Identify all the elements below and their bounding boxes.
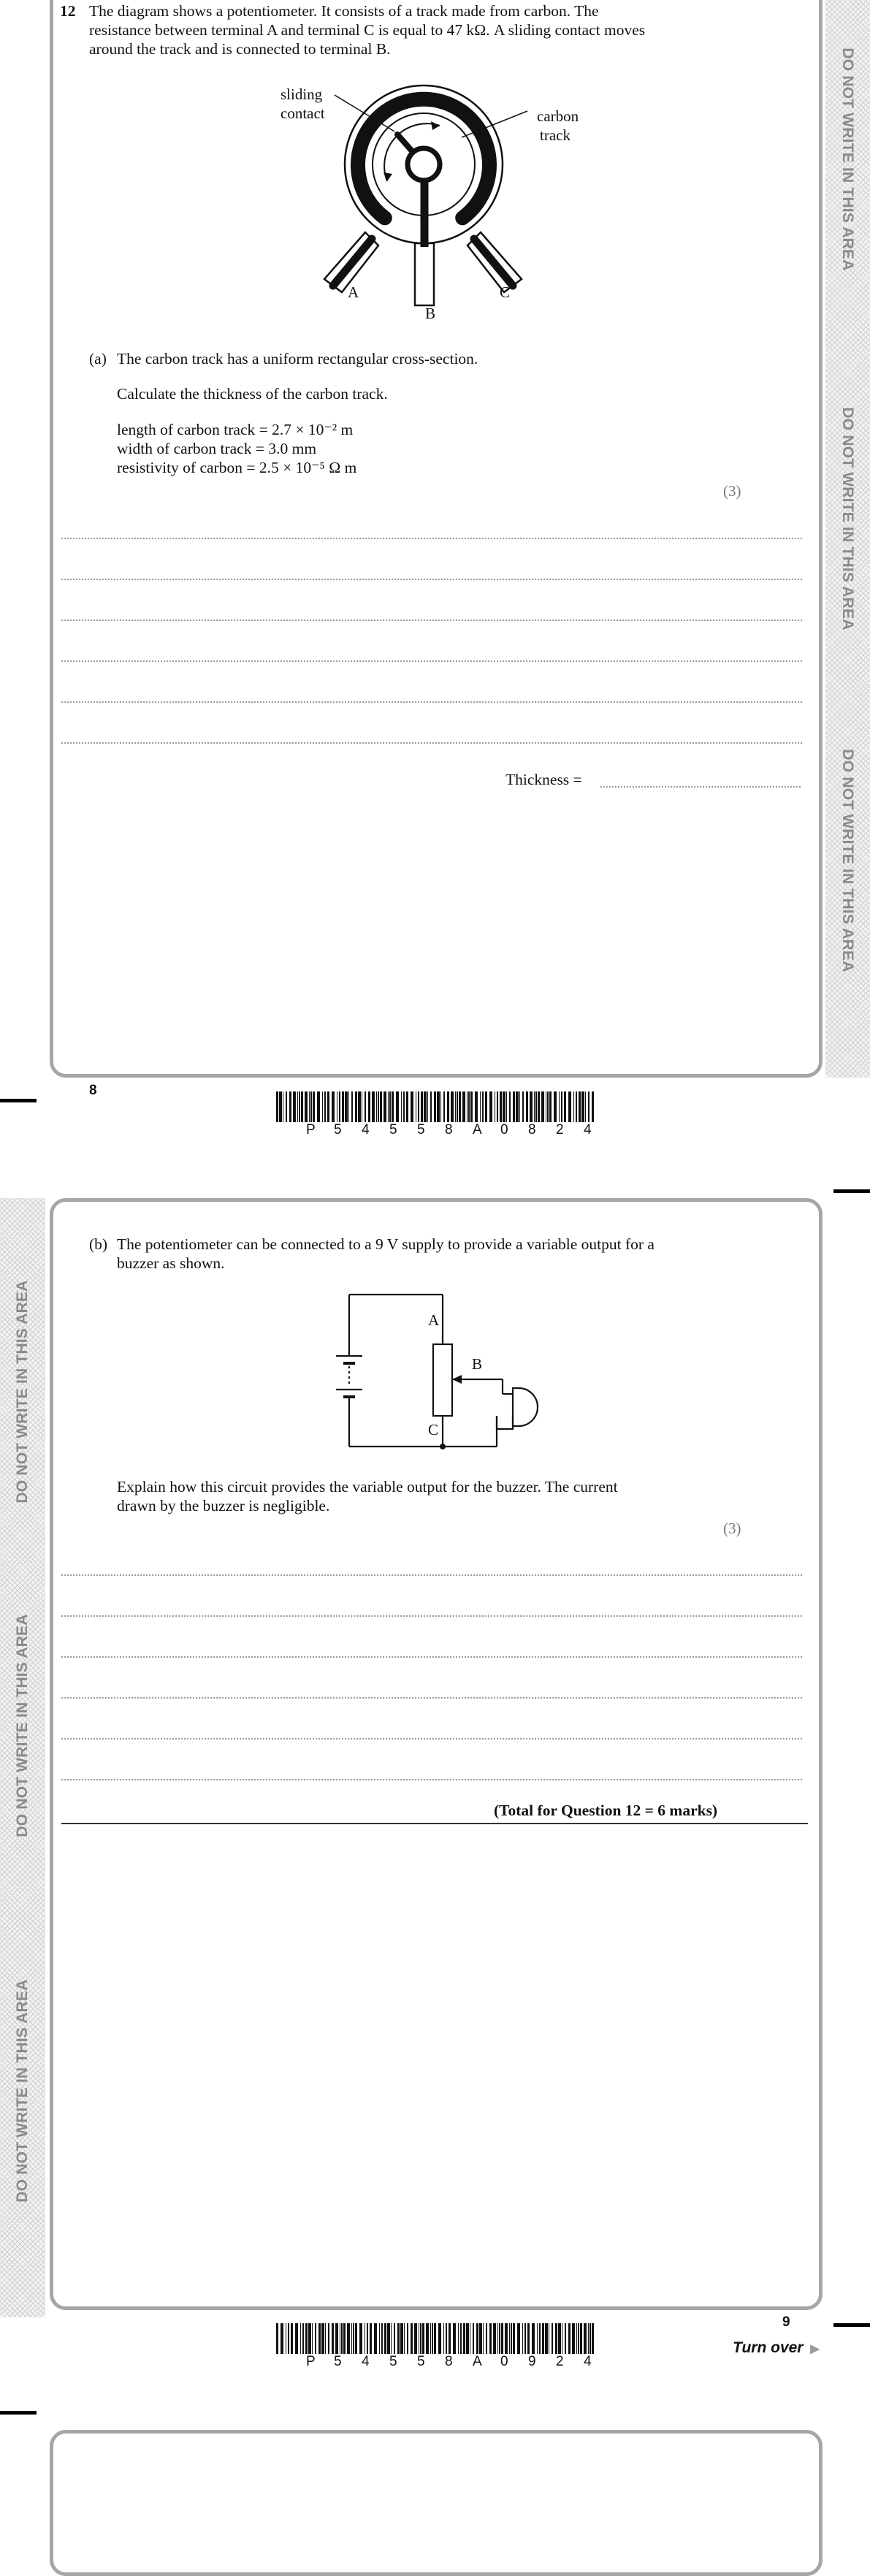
barcode-digits (306, 2354, 611, 2370)
barcode-bar (432, 2323, 433, 2354)
barcode-bar (453, 2323, 456, 2354)
barcode-bar (367, 2323, 368, 2354)
barcode-bar (592, 1091, 594, 1122)
barcode-bar (493, 2323, 496, 2354)
terminal-c-label: C (500, 283, 511, 301)
turn-over-label[interactable] (733, 2339, 820, 2357)
barcode-bar (308, 2323, 311, 2354)
barcode-bar (355, 1091, 357, 1122)
barcode-bar (406, 1091, 408, 1122)
answer-line[interactable] (61, 620, 802, 621)
barcode-bar (288, 2323, 289, 2354)
barcode-bar (381, 2323, 383, 2354)
part-b-statement (117, 1235, 655, 1273)
barcode-bar (581, 1091, 584, 1122)
statement-line: buzzer as shown. (117, 1254, 225, 1272)
barcode-bar (565, 2323, 566, 2354)
question-number: 12 (60, 2, 76, 20)
barcode-bar (396, 1091, 399, 1122)
barcode-bar (289, 1091, 291, 1122)
circuit-label-b: B (472, 1355, 483, 1373)
barcode-digit: 5 (334, 1122, 342, 1138)
page-number: 8 (89, 1083, 97, 1098)
barcode-bar (438, 2323, 441, 2354)
barcode-bar (332, 2323, 334, 2354)
barcode (276, 1091, 598, 1122)
barcode-bar (576, 2323, 577, 2354)
barcode-bar (370, 2323, 372, 2354)
barcode-bar (315, 2323, 316, 2354)
terminal-c-lead (468, 232, 522, 292)
barcode-bar (516, 1091, 519, 1122)
do-not-write-label: DO NOT WRITE IN THIS AREA (14, 1614, 31, 1837)
barcode-bar (479, 2323, 482, 2354)
barcode-bar (313, 1091, 315, 1122)
do-not-write-label: DO NOT WRITE IN THIS AREA (839, 47, 856, 271)
label-carbon: carbon (537, 107, 579, 125)
barcode-bar (513, 1091, 515, 1122)
part-a-statement: The carbon track has a uniform rectangular cross-section. (117, 350, 478, 367)
barcode-digit: 8 (445, 2354, 453, 2369)
barcode-bar (359, 2323, 362, 2354)
barcode-bar (584, 2323, 587, 2354)
barcode-bar (578, 2323, 579, 2354)
barcode-bar (430, 2323, 431, 2354)
barcode-bar (403, 1091, 405, 1122)
barcode-bar (391, 2323, 392, 2354)
barcode-bar (295, 2323, 298, 2354)
barcode-bar (558, 2323, 561, 2354)
answer-line[interactable] (61, 579, 802, 580)
barcode-bar (576, 1091, 577, 1122)
terminal-b-label: B (425, 305, 436, 322)
barcode-digit: 0 (500, 1122, 508, 1138)
barcode-bar (347, 2323, 350, 2354)
barcode-bar (422, 2323, 424, 2354)
barcode-bar (353, 2323, 354, 2354)
barcode-bar (322, 1091, 323, 1122)
barcode-bar (468, 1091, 470, 1122)
barcode-bar (325, 2323, 326, 2354)
barcode-digit: 8 (528, 1122, 536, 1138)
barcode-digit: 9 (528, 2354, 536, 2369)
barcode-bar (434, 1091, 436, 1122)
barcode-digit: P (306, 1122, 316, 1138)
barcode-bar (443, 1091, 445, 1122)
crop-mark (833, 1189, 870, 1193)
barcode-bar (299, 1091, 300, 1122)
barcode-bar (497, 2323, 498, 2354)
barcode-bar (511, 2323, 512, 2354)
barcode-bar (451, 1091, 454, 1122)
barcode-bar (281, 2323, 283, 2354)
do-not-write-label: DO NOT WRITE IN THIS AREA (14, 1979, 31, 2203)
answer-line[interactable] (61, 1779, 802, 1780)
barcode-bar (420, 2323, 421, 2354)
barcode-bar (579, 1091, 581, 1122)
answer-line[interactable] (61, 1574, 802, 1576)
barcode-bar (537, 2323, 538, 2354)
barcode-bar (499, 2323, 500, 2354)
barcode-bar (384, 1091, 386, 1122)
barcode-bar (305, 1091, 308, 1122)
wiper-arrow (452, 1375, 462, 1384)
resistor (433, 1344, 452, 1416)
barcode-digit: 0 (500, 2354, 508, 2369)
barcode-bar (324, 1091, 326, 1122)
barcode-bar (549, 1091, 552, 1122)
answer-line[interactable] (61, 660, 802, 662)
crop-mark (833, 2323, 870, 2327)
barcode-bar (555, 2323, 557, 2354)
barcode-bar (276, 1091, 278, 1122)
barcode (276, 2323, 598, 2354)
intro-line: resistance between terminal A and terminal C is equal to 47 kΩ. A sliding contact moves (89, 21, 646, 39)
barcode-bar (276, 2323, 278, 2354)
barcode-bar (500, 1091, 502, 1122)
barcode-bar (427, 1091, 428, 1122)
terminal-a-label: A (348, 283, 359, 301)
label-contact: contact (281, 104, 325, 122)
answer-line[interactable] (61, 701, 802, 703)
barcode-digit: 2 (556, 2354, 564, 2369)
barcode-bar (559, 1091, 560, 1122)
barcode-bar (301, 1091, 303, 1122)
barcode-bar (457, 1091, 458, 1122)
answer-line[interactable] (61, 1615, 802, 1617)
center-hub (408, 148, 440, 180)
label-track: track (540, 126, 571, 144)
barcode-bar (460, 2323, 462, 2354)
barcode-bar (384, 2323, 386, 2354)
barcode-bar (497, 1091, 498, 1122)
barcode-bar (317, 1091, 320, 1122)
barcode-bar (506, 1091, 507, 1122)
terminal-b-lead (415, 243, 434, 305)
barcode-bar (530, 1091, 533, 1122)
barcode-bar (351, 1091, 353, 1122)
barcode-bar (467, 1091, 468, 1122)
barcode-bar (426, 2323, 429, 2354)
barcode-digit: A (473, 1122, 482, 1138)
barcode-bar (486, 2323, 487, 2354)
barcode-bar (387, 2323, 390, 2354)
barcode-bar (532, 2323, 535, 2354)
part-b-marks: (3) (723, 1520, 741, 1537)
barcode-bar (526, 1091, 528, 1122)
data-line-length: length of carbon track = 2.7 × 10⁻² m (117, 421, 354, 438)
barcode-bar (378, 1091, 379, 1122)
barcode-bar (291, 2323, 293, 2354)
barcode-bar (482, 1091, 484, 1122)
barcode-bar (312, 2323, 313, 2354)
barcode-bar (430, 1091, 432, 1122)
answer-line[interactable] (61, 538, 802, 539)
barcode-bar (293, 1091, 296, 1122)
barcode-bar (332, 1091, 335, 1122)
part-a-data (117, 420, 356, 477)
barcode-bar (503, 1091, 505, 1122)
barcode-bar (480, 1091, 481, 1122)
part-a-label: (a) (89, 350, 107, 367)
barcode-bar (342, 1091, 344, 1122)
barcode-bar (524, 2323, 526, 2354)
barcode-bar (545, 2323, 548, 2354)
barcode-digits (306, 1122, 611, 1138)
barcode-bar (475, 1091, 478, 1122)
question-intro (89, 1, 645, 58)
barcode-bar (458, 2323, 459, 2354)
barcode-bar (343, 2323, 346, 2354)
barcode-bar (580, 2323, 582, 2354)
barcode-bar (379, 2323, 380, 2354)
barcode-bar (279, 1091, 282, 1122)
junction-dot (440, 1444, 446, 1449)
barcode-bar (568, 1091, 571, 1122)
barcode-bar (485, 1091, 487, 1122)
barcode-bar (522, 1091, 524, 1122)
part-a-instruction: Calculate the thickness of the carbon track. (117, 385, 388, 403)
barcode-bar (411, 2323, 413, 2354)
barcode-bar (374, 2323, 377, 2354)
barcode-bar (509, 1091, 511, 1122)
buzzer-lead (497, 1416, 513, 1429)
barcode-bar (286, 1091, 287, 1122)
answer-line[interactable] (61, 1738, 802, 1739)
barcode-bar (365, 1091, 366, 1122)
barcode-bar (489, 2323, 492, 2354)
barcode-bar (440, 1091, 441, 1122)
barcode-bar (527, 2323, 530, 2354)
barcode-digit: 4 (584, 2354, 592, 2369)
thickness-label: Thickness = (505, 771, 587, 788)
barcode-bar (552, 2323, 553, 2354)
barcode-bar (554, 1091, 557, 1122)
data-line-resistivity: resistivity of carbon = 2.5 × 10⁻⁵ Ω m (117, 459, 357, 476)
intro-line: around the track and is connected to terminal B. (89, 40, 391, 58)
barcode-bar (513, 2323, 515, 2354)
barcode-bar (394, 2323, 395, 2354)
barcode-bar (421, 1091, 423, 1122)
page-number: 9 (782, 2314, 790, 2330)
thickness-answer-field[interactable] (600, 786, 801, 788)
barcode-bar (424, 1091, 427, 1122)
barcode-bar (300, 2323, 301, 2354)
barcode-bar (358, 1091, 361, 1122)
barcode-bar (309, 1091, 310, 1122)
barcode-bar (341, 2323, 343, 2354)
answer-line[interactable] (61, 1656, 802, 1658)
barcode-bar (328, 2323, 329, 2354)
barcode-bar (443, 2323, 444, 2354)
crop-mark (0, 2411, 37, 2415)
barcode-bar (339, 1091, 340, 1122)
barcode-bar (310, 1091, 312, 1122)
barcode-bar (389, 1091, 391, 1122)
barcode-bar (459, 1091, 461, 1122)
barcode-bar (509, 2323, 510, 2354)
turn-over-text: Turn over (733, 2339, 804, 2356)
instruction-line: drawn by the buzzer is negligible. (117, 1497, 330, 1514)
crop-mark (0, 1099, 37, 1102)
barcode-bar (592, 2323, 594, 2354)
barcode-digit: P (306, 2354, 316, 2369)
barcode-bar (501, 2323, 503, 2354)
barcode-bar (401, 1091, 402, 1122)
question-total: (Total for Question 12 = 6 marks) (494, 1802, 718, 1819)
barcode-digit: 5 (389, 2354, 397, 2369)
barcode-digit: 4 (362, 2354, 370, 2369)
barcode-bar (392, 1091, 394, 1122)
barcode-bar (522, 2323, 523, 2354)
barcode-bar (388, 1091, 389, 1122)
barcode-digit: 4 (584, 1122, 592, 1138)
barcode-bar (327, 1091, 329, 1122)
barcode-bar (348, 1091, 349, 1122)
barcode-bar (588, 1091, 589, 1122)
barcode-bar (572, 2323, 575, 2354)
barcode-digit: 5 (334, 2354, 342, 2369)
part-b-instruction (117, 1477, 618, 1515)
barcode-bar (407, 2323, 408, 2354)
barcode-bar (547, 1091, 549, 1122)
barcode-bar (376, 1091, 377, 1122)
barcode-bar (534, 1091, 535, 1122)
do-not-write-label: DO NOT WRITE IN THIS AREA (839, 407, 856, 630)
barcode-bar (455, 1091, 456, 1122)
barcode-bar (351, 2323, 352, 2354)
barcode-bar (321, 2323, 324, 2354)
barcode-bar (449, 2323, 451, 2354)
label-sliding: sliding (281, 85, 323, 103)
barcode-digit: 5 (417, 1122, 425, 1138)
answer-line[interactable] (61, 742, 802, 744)
barcode-bar (447, 1091, 449, 1122)
barcode-bar (345, 1091, 348, 1122)
barcode-digit: A (473, 2354, 482, 2369)
barcode-bar (305, 2323, 308, 2354)
statement-line: The potentiometer can be connected to a 9 V supply to provide a variable output for a (117, 1235, 655, 1253)
barcode-bar (489, 1091, 492, 1122)
barcode-bar (297, 1091, 298, 1122)
barcode-bar (542, 2323, 544, 2354)
barcode-bar (519, 1091, 520, 1122)
barcode-digit: 2 (556, 1122, 564, 1138)
barcode-bar (561, 1091, 562, 1122)
part-b-label: (b) (89, 1235, 108, 1253)
barcode-bar (335, 2323, 338, 2354)
barcode-bar (517, 2323, 520, 2354)
barcode-bar (541, 1091, 544, 1122)
barcode-bar (437, 1091, 440, 1122)
barcode-bar (372, 1091, 375, 1122)
page-10-frame (50, 2430, 823, 2576)
part-a-marks: (3) (723, 482, 741, 500)
instruction-line: Explain how this circuit provides the variable output for the buzzer. The current (117, 1478, 618, 1495)
barcode-bar (470, 1091, 473, 1122)
do-not-write-label: DO NOT WRITE IN THIS AREA (839, 749, 856, 972)
answer-line[interactable] (61, 1697, 802, 1699)
do-not-write-label: DO NOT WRITE IN THIS AREA (14, 1280, 31, 1504)
barcode-digit: 5 (417, 2354, 425, 2369)
barcode-bar (476, 2323, 478, 2354)
barcode-bar (368, 1091, 370, 1122)
barcode-bar (564, 1091, 566, 1122)
barcode-bar (404, 2323, 405, 2354)
barcode-bar (318, 2323, 321, 2354)
barcode-bar (535, 1091, 537, 1122)
barcode-bar (397, 2323, 400, 2354)
barcode-bar (568, 2323, 571, 2354)
barcode-bar (466, 2323, 469, 2354)
barcode-bar (588, 2323, 589, 2354)
barcode-bar (462, 1091, 465, 1122)
barcode-bar (446, 2323, 447, 2354)
barcode-bar (473, 2323, 474, 2354)
barcode-bar (483, 2323, 484, 2354)
barcode-bar (355, 2323, 357, 2354)
barcode-bar (585, 1091, 586, 1122)
barcode-bar (538, 1091, 540, 1122)
total-rule (61, 1823, 808, 1824)
circuit-label-a: A (428, 1311, 440, 1329)
barcode-digit: 8 (445, 1122, 453, 1138)
play-arrow-icon: ▶ (810, 2343, 820, 2355)
barcode-bar (414, 2323, 417, 2354)
barcode-bar (302, 2323, 304, 2354)
barcode-bar (505, 2323, 508, 2354)
barcode-digit: 4 (362, 1122, 370, 1138)
barcode-bar (380, 1091, 382, 1122)
barcode-bar (434, 2323, 436, 2354)
barcode-digit: 5 (389, 1122, 397, 1138)
barcode-bar (400, 2323, 403, 2354)
barcode-bar (539, 2323, 541, 2354)
intro-line: The diagram shows a potentiometer. It consists of a track made from carbon. The (89, 2, 599, 20)
buzzer-icon (513, 1388, 538, 1426)
barcode-bar (418, 1091, 419, 1122)
barcode-bar (589, 2323, 591, 2354)
barcode-bar (573, 1091, 574, 1122)
barcode-bar (411, 1091, 413, 1122)
data-line-width: width of carbon track = 3.0 mm (117, 440, 317, 457)
circuit-label-c: C (428, 1421, 439, 1438)
barcode-bar (463, 2323, 465, 2354)
